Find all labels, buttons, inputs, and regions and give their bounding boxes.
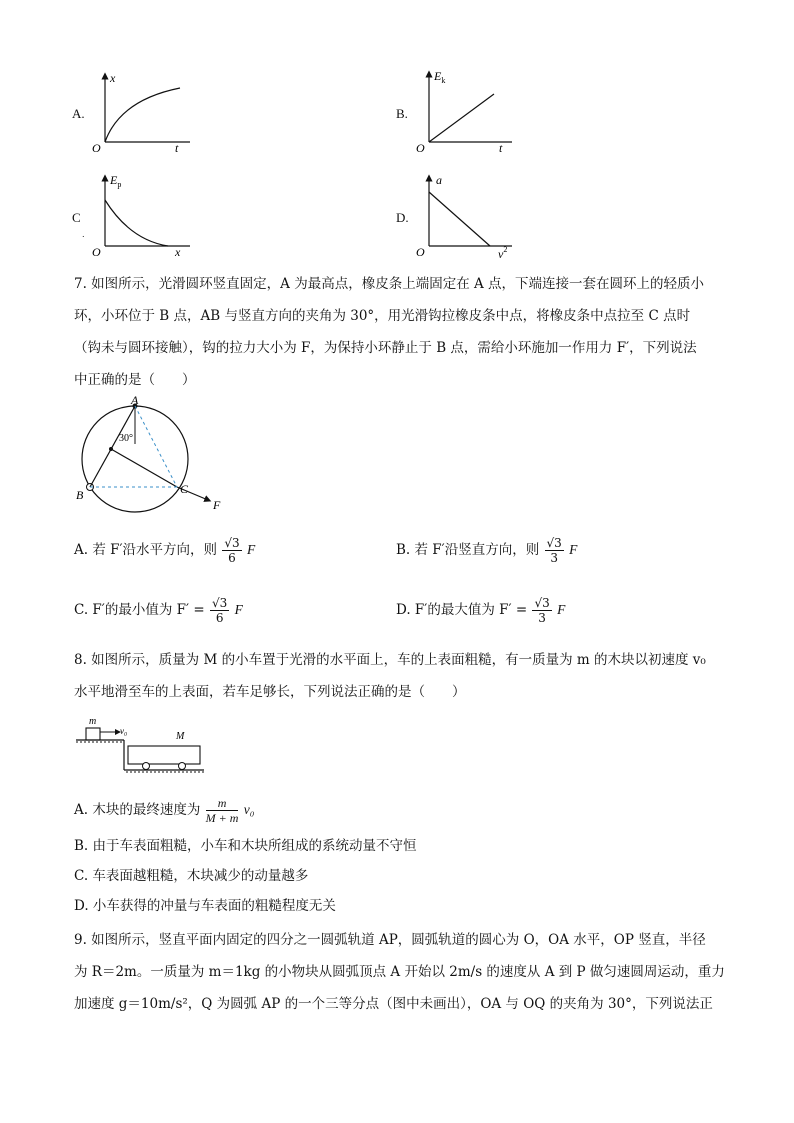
q7-option-d: D. F′的最大值为 F′ = $\frac{√3}{3}$ F	[396, 596, 566, 625]
label-f: F	[213, 498, 221, 512]
label-m: m	[89, 716, 97, 727]
q7-option-c: C. F′的最小值为 F′ = $\frac{√3}{6}$ F	[74, 596, 243, 625]
q8-line2: 水平地滑至车的上表面，若车足够长，下列说法正确的是（ ）	[74, 684, 466, 700]
q7-line4: 中正确的是（ ）	[74, 372, 196, 388]
label-b: B	[76, 488, 84, 502]
q8-line1: 8. 如图所示，质量为 M 的小车置于光滑的水平面上，车的上表面粗糙，有一质量为 m 的木块以初速度 v₀	[74, 652, 706, 668]
q7-option-a: A. 若 F′沿水平方向，则 $\frac{√3}{6}$ F	[74, 536, 256, 565]
x-label: t	[175, 141, 179, 155]
x-label: t	[499, 141, 503, 155]
line	[429, 94, 494, 142]
mid-point	[109, 447, 113, 451]
label-c: C	[180, 482, 189, 496]
q8-option-a: A. 木块的最终速度为 $\frac{m}{M + m}$ v₀	[74, 796, 255, 825]
graph-d	[414, 170, 524, 260]
y-label: $E_k$	[434, 69, 446, 85]
y-label: x	[110, 71, 116, 85]
graph-c-letter: C	[72, 210, 81, 225]
q8-option-d: D. 小车获得的冲量与车表面的粗糙程度无关	[74, 898, 336, 914]
cart-m	[128, 746, 200, 764]
graph-a	[90, 70, 200, 156]
line	[429, 192, 490, 246]
graph-b-letter: B.	[396, 106, 408, 121]
origin-label: O	[416, 245, 425, 259]
wheel-right	[179, 763, 186, 770]
q9-line1: 9. 如图所示，竖直平面内固定的四分之一圆弧轨道 AP，圆弧轨道的圆心为 O，OA 水平，OP 竖直，半径	[74, 932, 706, 948]
q7-line3: （钩未与圆环接触），钩的拉力大小为 F，为保持小环静止于 B 点，需给小环施加一作用力 F′，下列说法	[74, 340, 697, 356]
curve	[105, 88, 180, 142]
stray-dot: .	[82, 230, 85, 239]
q8-option-b: B. 由于车表面粗糙，小车和木块所组成的系统动量不守恒	[74, 838, 417, 854]
q7-figure	[70, 396, 240, 520]
line-ab	[90, 406, 135, 487]
q8-option-c: C. 车表面越粗糙，木块减少的动量越多	[74, 868, 309, 884]
q9-line2: 为 R＝2m。一质量为 m＝1kg 的小物块从圆弧顶点 A 开始以 2m/s 的速度从 A 到 P 做匀速圆周运动，重力	[74, 964, 725, 980]
label-v0: v₀	[120, 726, 128, 736]
q7-line1: 7. 如图所示，光滑圆环竖直固定，A 为最高点，橡皮条上端固定在 A 点，下端连接一套在圆环上的轻质小	[74, 276, 705, 292]
x-label: x	[175, 245, 181, 259]
label-a: A	[131, 396, 139, 407]
x-label: $v^2$	[498, 245, 508, 260]
wheel-left	[143, 763, 150, 770]
graph-c	[90, 170, 200, 260]
q8-figure	[72, 712, 212, 776]
block-m	[86, 728, 100, 740]
graph-b	[414, 66, 524, 156]
y-label: $E_p$	[110, 173, 122, 189]
curve	[105, 200, 168, 246]
origin-label: O	[416, 141, 425, 155]
label-big-m: M	[176, 731, 185, 742]
label-angle: 30°	[119, 433, 133, 444]
line-mid-c	[111, 449, 177, 487]
y-label: a	[436, 173, 442, 187]
graph-d-letter: D.	[396, 210, 409, 225]
q7-line2: 环，小环位于 B 点，AB 与竖直方向的夹角为 30°，用光滑钩拉橡皮条中点，将橡皮条中点拉至 C 点时	[74, 308, 691, 324]
q9-line3: 加速度 g＝10m/s²，Q 为圆弧 AP 的一个三等分点（图中未画出），OA 与 OQ 的夹角为 30°，下列说法正	[74, 996, 713, 1012]
graph-a-letter: A.	[72, 106, 85, 121]
origin-label: O	[92, 245, 101, 259]
q7-option-b: B. 若 F′沿竖直方向，则 $\frac{√3}{3}$ F	[396, 536, 578, 565]
origin-label: O	[92, 141, 101, 155]
